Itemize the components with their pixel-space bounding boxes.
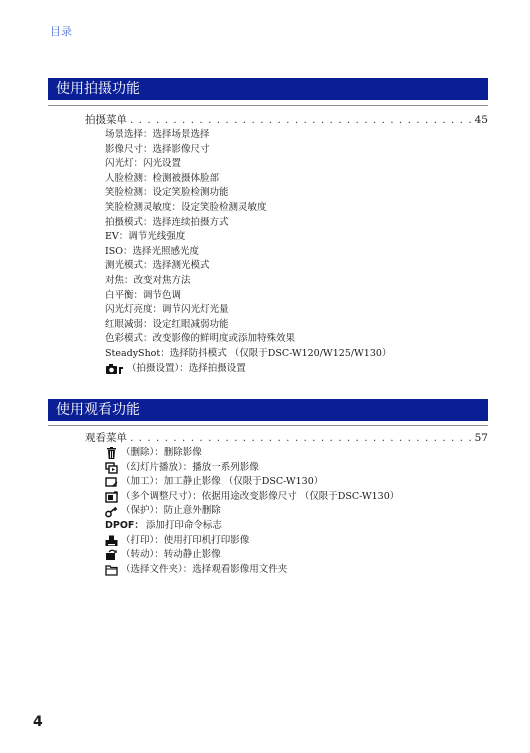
list-item[interactable] [105,157,391,172]
viewing-menu-page: 57 [474,432,488,444]
list-item[interactable] [105,186,391,201]
list-item[interactable] [105,172,391,187]
list-item[interactable] [105,230,391,245]
list-item[interactable] [105,548,399,563]
list-item[interactable] [105,461,399,476]
item-text: （拍摄设置）：选择拍摄设置 [127,362,246,374]
item-text: （选择文件夹）：选择观看影像用文件夹 [121,563,288,575]
item-text: 场景选择：选择场景选择 [105,129,210,140]
viewing-menu-label: 观看菜单 [85,432,127,444]
item-text: （转动）：转动静止影像 [121,549,221,561]
item-text: 对焦：改变对焦方法 [105,274,191,286]
item-text: 白平衡：调节色调 [105,289,182,301]
list-item[interactable] [105,475,399,490]
item-text: （删除）：删除影像 [121,447,202,458]
shooting-menu-label: 拍摄菜单 [85,114,127,126]
leader-dots [130,113,472,128]
rotate-icon [105,549,118,561]
item-text: 测光模式：选择测光模式 [105,260,210,272]
item-text: 色彩模式：改变影像的鲜明度或添加特殊效果 [105,333,296,345]
retouch-icon [105,476,118,488]
item-text: 影像尺寸：选择影像尺寸 [105,143,210,155]
item-text: 人脸检测：检测被摄体脸部 [105,172,220,184]
list-item[interactable] [105,318,391,333]
print-icon [105,535,118,547]
list-item[interactable] [105,289,391,304]
item-text: 红眼减弱：设定红眼减弱功能 [105,318,229,330]
list-item[interactable] [105,216,391,231]
item-text: EV：调节光线强度 [105,231,186,243]
shooting-menu-page: 45 [474,114,488,126]
shooting-menu-items [105,128,391,376]
viewing-menu-heading[interactable] [85,431,488,446]
trash-icon [105,447,118,459]
list-item[interactable] [105,143,391,158]
item-text: （多个调整尺寸）：依据用途改变影像尺寸 （仅限于DSC-W130） [121,490,400,502]
item-text: （幻灯片播放）：播放一系列影像 [121,461,259,473]
dpof-icon: DPOF： [105,519,144,531]
leader-dots [130,431,472,446]
protect-key-icon [105,506,118,518]
list-item[interactable] [105,519,399,534]
item-text: （加工）：加工静止影像 （仅限于DSC-W130） [121,476,324,488]
item-text: 闪光灯亮度：调节闪光灯光量 [105,304,229,316]
list-item[interactable] [105,534,399,549]
list-item[interactable] [105,347,391,362]
viewing-menu-items [105,446,399,577]
list-item[interactable] [105,274,391,289]
list-item[interactable] [105,362,391,377]
list-item[interactable] [105,259,391,274]
slideshow-icon [105,462,118,474]
item-text: 笑脸检测灵敏度：设定笑脸检测灵敏度 [105,201,267,213]
list-item[interactable] [105,303,391,318]
list-item[interactable] [105,446,399,461]
list-item[interactable] [105,563,399,578]
item-text: 添加打印命令标志 [145,519,222,531]
shooting-menu-heading[interactable] [85,113,488,128]
item-text: 拍摄模式：选择连续拍摄方式 [105,216,229,228]
toc-link[interactable]: 目录 [50,25,72,38]
list-item[interactable] [105,128,391,143]
camera-settings-icon [105,363,124,375]
list-item[interactable] [105,504,399,519]
folder-icon [105,564,118,576]
item-text: SteadyShot：选择防抖模式 （仅限于DSC-W120/W125/W130） [105,347,392,359]
multi-resize-icon [105,491,118,503]
list-item[interactable] [105,490,399,505]
item-text: （打印）：使用打印机打印影像 [121,534,250,546]
item-text: 笑脸检测：设定笑脸检测功能 [105,187,229,199]
list-item[interactable] [105,332,391,347]
section-divider [48,425,488,426]
section-divider [48,105,488,106]
item-text: ISO：选择光照感光度 [105,245,200,257]
section-title-viewing: 使用观看功能 [48,399,488,421]
list-item[interactable] [105,245,391,260]
item-text: 闪光灯：闪光设置 [105,158,182,170]
list-item[interactable] [105,201,391,216]
page-number: 4 [33,714,43,730]
item-text: （保护）：防止意外删除 [121,505,221,517]
section-title-shooting: 使用拍摄功能 [48,78,488,100]
